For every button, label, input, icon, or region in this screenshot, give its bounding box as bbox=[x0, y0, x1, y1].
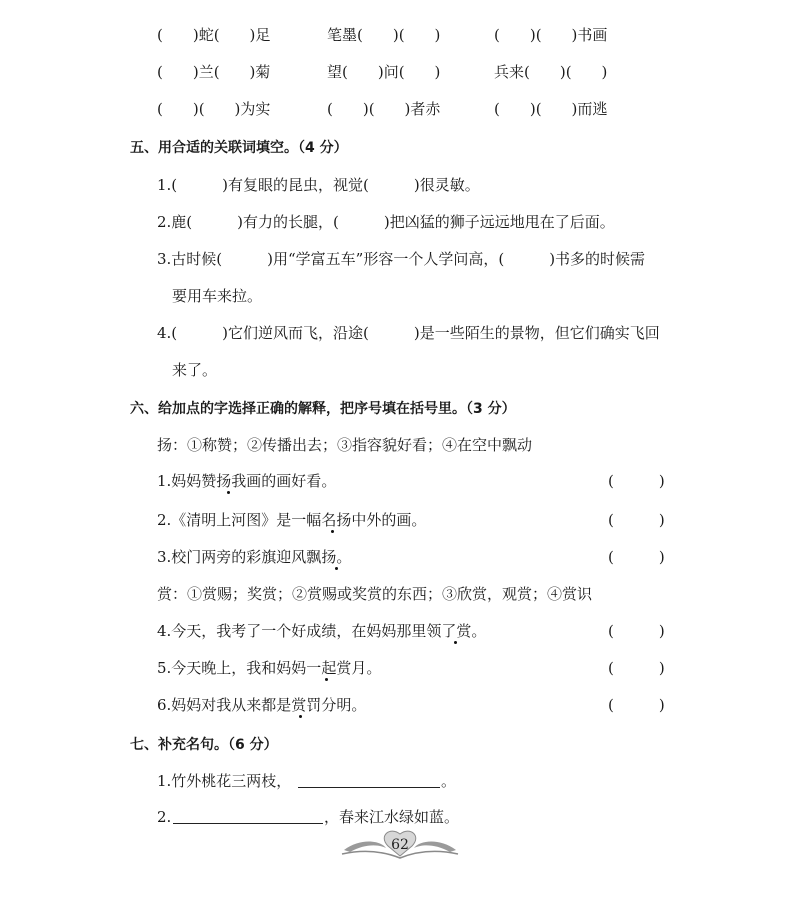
ornament-swirl-icon bbox=[340, 828, 460, 862]
section-seven-title: 七、补充名句。（6 分） bbox=[130, 737, 278, 753]
answer-parentheses[interactable]: ( ) bbox=[608, 659, 665, 677]
page-number-ornament bbox=[340, 828, 460, 862]
choice-item: 4.今天，我考了一个好成绩，在妈妈那里领了赏。 bbox=[157, 622, 487, 640]
emphasis-dot bbox=[227, 491, 230, 494]
answer-blank[interactable] bbox=[173, 823, 323, 824]
answer-blank[interactable] bbox=[298, 787, 440, 788]
choice-item: 2.《清明上河图》是一幅名扬中外的画。 bbox=[157, 511, 427, 529]
answer-parentheses[interactable]: ( ) bbox=[608, 511, 665, 529]
emphasis-dot bbox=[335, 567, 338, 570]
poem-line-prefix: 1.竹外桃花三两枝， bbox=[157, 772, 292, 790]
idiom-item: 兵来( )( ) bbox=[494, 63, 608, 81]
choice-item: 3.校门两旁的彩旗迎风飘扬。 bbox=[157, 548, 352, 566]
page-number: 62 bbox=[391, 837, 409, 853]
poem-line-suffix: 。 bbox=[441, 772, 457, 790]
question-item: 2.鹿( )有力的长腿，( )把凶猛的狮子远远地甩在了后面。 bbox=[157, 213, 615, 231]
idiom-item: ( )( )者赤 bbox=[327, 100, 441, 118]
question-item: 4.( )它们逆风而飞，沿途( )是一些陌生的景物，但它们确实飞回 bbox=[157, 324, 660, 342]
question-item-continued: 要用车来拉。 bbox=[172, 287, 263, 305]
idiom-item: 望( )问( ) bbox=[327, 63, 441, 81]
emphasis-dot bbox=[299, 715, 302, 718]
answer-parentheses[interactable]: ( ) bbox=[608, 696, 665, 714]
poem-line-suffix: ，春来江水绿如蓝。 bbox=[324, 808, 460, 826]
idiom-item: ( )兰( )菊 bbox=[157, 63, 271, 81]
definition-line: 赏：①赏赐；奖赏；②赏赐或奖赏的东西；③欣赏，观赏；④赏识 bbox=[157, 585, 593, 603]
answer-parentheses[interactable]: ( ) bbox=[608, 622, 665, 640]
poem-line-prefix: 2. bbox=[157, 808, 172, 826]
idiom-item: 笔墨( )( ) bbox=[327, 26, 441, 44]
question-item: 1.( )有复眼的昆虫，视觉( )很灵敏。 bbox=[157, 176, 480, 194]
emphasis-dot bbox=[331, 530, 334, 533]
question-item: 3.古时候( )用“学富五车”形容一个人学问高，( )书多的时候需 bbox=[157, 250, 646, 268]
idiom-item: ( )蛇( )足 bbox=[157, 26, 271, 44]
emphasis-dot bbox=[454, 641, 457, 644]
answer-parentheses[interactable]: ( ) bbox=[608, 548, 665, 566]
idiom-item: ( )( )书画 bbox=[494, 26, 608, 44]
idiom-item: ( )( )为实 bbox=[157, 100, 271, 118]
choice-item: 6.妈妈对我从来都是赏罚分明。 bbox=[157, 696, 367, 714]
section-five-title: 五、用合适的关联词填空。（4 分） bbox=[130, 140, 348, 156]
emphasis-dot bbox=[325, 678, 328, 681]
answer-parentheses[interactable]: ( ) bbox=[608, 472, 665, 490]
choice-item: 1.妈妈赞扬我画的画好看。 bbox=[157, 472, 337, 490]
choice-item: 5.今天晚上，我和妈妈一起赏月。 bbox=[157, 659, 382, 677]
definition-line: 扬：①称赞；②传播出去；③指容貌好看；④在空中飘动 bbox=[157, 436, 533, 454]
question-item-continued: 来了。 bbox=[172, 361, 218, 379]
idiom-item: ( )( )而逃 bbox=[494, 100, 608, 118]
section-six-title: 六、给加点的字选择正确的解释，把序号填在括号里。（3 分） bbox=[130, 401, 516, 417]
